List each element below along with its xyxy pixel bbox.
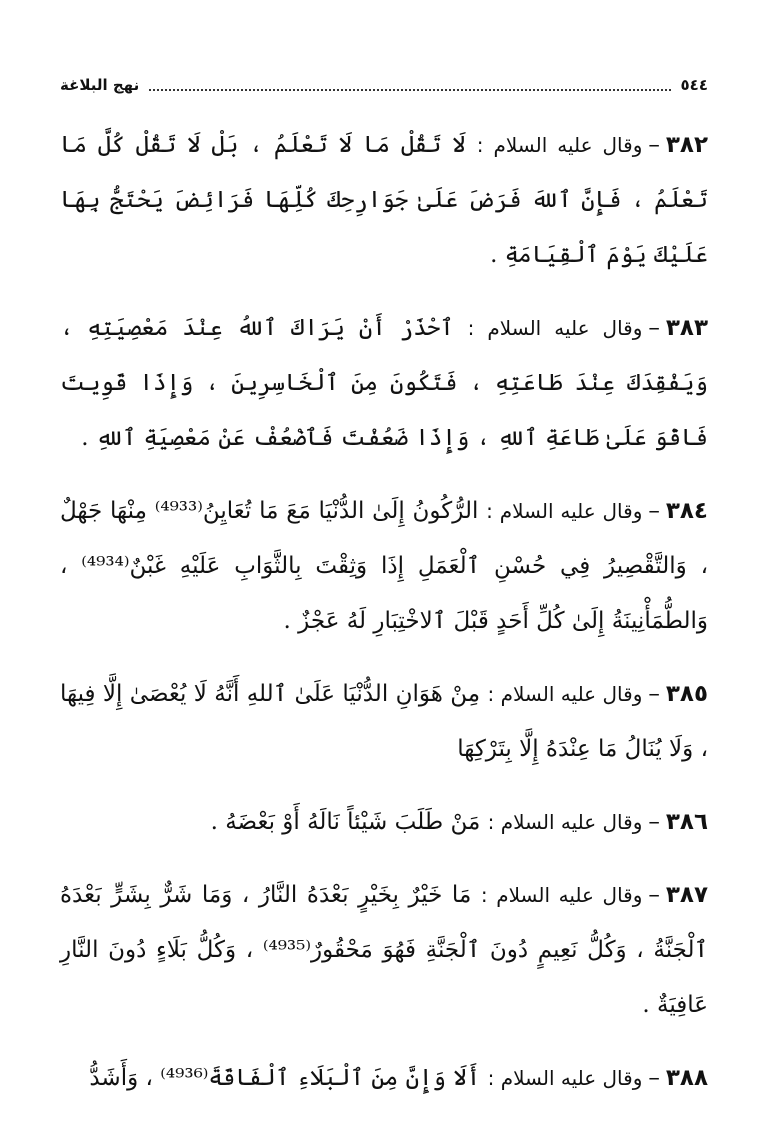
page-header [60,70,708,100]
saying-text: لَا تَقُلْ مَا لَا تَعْلَمُ ، بَلْ لَا تَقُلْ كُلَّ مَا تَعْلَمُ ، فَإِنَّ ٱللهَ فَرَضَ عَلَىٰ جَوَارِحِكَ كُلِّهَا فَرَائِضَ يَحْتَجُّ بِهَا عَلَيْكَ يَوْمَ ٱلْقِيَامَةِ . [60,132,708,268]
saying-387: ٣٨٧–وقال عليه السلام : مَا خَيْرٌ بِخَيْرٍ بَعْدَهُ النَّارُ ، وَمَا شَرٌّ بِشَرٍّ بَعْدَهُ ٱلْجَنَّةُ ، وَكُلُّ نَعِيمٍ دُونَ ٱلْجَنَّةِ فَهُوَ مَحْقُورٌ⁽⁴⁹³⁵⁾ ، وَكُلُّ بَلَاءٍ دُونَ النَّارِ عَافِيَةٌ . [60,882,709,1018]
saying-number: ٣٨٢ [665,132,708,158]
saying-386: ٣٨٦–وقال عليه السلام : مَنْ طَلَبَ شَيْئاً نَالَهُ أَوْ بَعْضَهُ . [210,809,708,835]
saying-text: مَنْ طَلَبَ شَيْئاً نَالَهُ أَوْ بَعْضَهُ . [210,809,481,835]
saying-text: مَا خَيْرٌ بِخَيْرٍ بَعْدَهُ النَّارُ ، وَمَا شَرٌّ بِشَرٍّ بَعْدَهُ ٱلْجَنَّةُ ، وَكُلُّ نَعِيمٍ دُونَ ٱلْجَنَّةِ فَهُوَ مَحْقُورٌ⁽⁴⁹³⁵⁾ ، وَكُلُّ بَلَاءٍ دُونَ النَّارِ عَافِيَةٌ . [60,882,708,1018]
saying-384: ٣٨٤–وقال عليه السلام : الرُّكُونُ إِلَىٰ الدُّنْيَا مَعَ مَا تُعَايِنُ⁽⁴⁹³³⁾ مِنْهَا جَهْلٌ ، وَالتَّقْصِيرُ فِي حُسْنِ ٱلْعَمَلِ إِذَا وَثِقْتَ بِالثَّوَابِ عَلَيْهِ غَبْنٌ⁽⁴⁹³⁴⁾ ، وَالطُّمَأْنِينَةُ إِلَىٰ كُلِّ أَحَدٍ قَبْلَ ٱلاخْتِبَارِ لَهُ عَجْزٌ . [60,498,708,634]
saying-intro: وقال عليه السلام : [476,133,643,157]
saying-number: ٣٨٤ [665,498,708,524]
saying-382: ٣٨٢–وقال عليه السلام : لَا تَقُلْ مَا لَا تَعْلَمُ ، بَلْ لَا تَقُلْ كُلَّ مَا تَعْلَمُ ، فَإِنَّ ٱللهَ فَرَضَ عَلَىٰ جَوَارِحِكَ كُلِّهَا فَرَائِضَ يَحْتَجُّ بِهَا عَلَيْكَ يَوْمَ ٱلْقِيَامَةِ . [60,132,708,268]
saying-text: مِنْ هَوَانِ الدُّنْيَا عَلَىٰ ٱللهِ أَنَّهُ لَا يُعْصَىٰ إِلَّا فِيهَا ، وَلَا يُنَالُ مَا عِنْدَهُ إِلَّا بِتَرْكِهَا [60,681,708,762]
saying-intro: وقال عليه السلام : [487,1066,643,1090]
book-title: نهج البلاغة [60,76,140,94]
saying-number: ٣٨٣ [665,315,709,341]
saying-text: أَلَا وَإِنَّ مِنَ ٱلْبَلَاءِ ٱلْفَاقَةَ⁽⁴⁹³⁶⁾ ، وَأَشَدُّ [89,1065,481,1091]
page-number: ٥٤٤ [680,76,708,94]
book-page [60,70,708,1106]
saying-intro: وقال عليه السلام : [467,316,643,340]
header-dotted-rule [149,79,670,91]
saying-number: ٣٨٥ [665,681,708,707]
saying-388: ٣٨٨–وقال عليه السلام : أَلَا وَإِنَّ مِنَ ٱلْبَلَاءِ ٱلْفَاقَةَ⁽⁴⁹³⁶⁾ ، وَأَشَدُّ [89,1065,708,1091]
saying-number: ٣٨٦ [665,809,708,835]
saying-intro: وقال عليه السلام : [487,682,643,706]
saying-383: ٣٨٣–وقال عليه السلام : ٱحْذَرْ أَنْ يَرَاكَ ٱللهُ عِنْدَ مَعْصِيَتِهِ ، وَيَفْقِدَكَ عِنْدَ طَاعَتِهِ ، فَتَكُونَ مِنَ ٱلْخَاسِرِينَ ، وَإِذَا قَوِيتَ فَاقْوَ عَلَىٰ طَاعَةِ ٱللهِ ، وَإِذَا ضَعُفْتَ فَٱضْعُفْ عَنْ مَعْصِيَةِ ٱللهِ . [60,315,709,451]
saying-385: ٣٨٥–وقال عليه السلام : مِنْ هَوَانِ الدُّنْيَا عَلَىٰ ٱللهِ أَنَّهُ لَا يُعْصَىٰ إِلَّا فِيهَا ، وَلَا يُنَالُ مَا عِنْدَهُ إِلَّا بِتَرْكِهَا [60,681,708,762]
saying-number: ٣٨٨ [665,1065,708,1091]
saying-intro: وقال عليه السلام : [487,810,643,834]
saying-text: ٱحْذَرْ أَنْ يَرَاكَ ٱللهُ عِنْدَ مَعْصِيَتِهِ ، وَيَفْقِدَكَ عِنْدَ طَاعَتِهِ ، فَتَكُونَ مِنَ ٱلْخَاسِرِينَ ، وَإِذَا قَوِيتَ فَاقْوَ عَلَىٰ طَاعَةِ ٱللهِ ، وَإِذَا ضَعُفْتَ فَٱضْعُفْ عَنْ مَعْصِيَةِ ٱللهِ . [60,315,708,451]
saying-intro: وقال عليه السلام : [486,499,643,523]
saying-text: الرُّكُونُ إِلَىٰ الدُّنْيَا مَعَ مَا تُعَايِنُ⁽⁴⁹³³⁾ مِنْهَا جَهْلٌ ، وَالتَّقْصِيرُ فِي حُسْنِ ٱلْعَمَلِ إِذَا وَثِقْتَ بِالثَّوَابِ عَلَيْهِ غَبْنٌ⁽⁴⁹³⁴⁾ ، وَالطُّمَأْنِينَةُ إِلَىٰ كُلِّ أَحَدٍ قَبْلَ ٱلاخْتِبَارِ لَهُ عَجْزٌ . [60,498,708,634]
saying-number: ٣٨٧ [665,882,709,908]
saying-intro: وقال عليه السلام : [480,883,643,907]
